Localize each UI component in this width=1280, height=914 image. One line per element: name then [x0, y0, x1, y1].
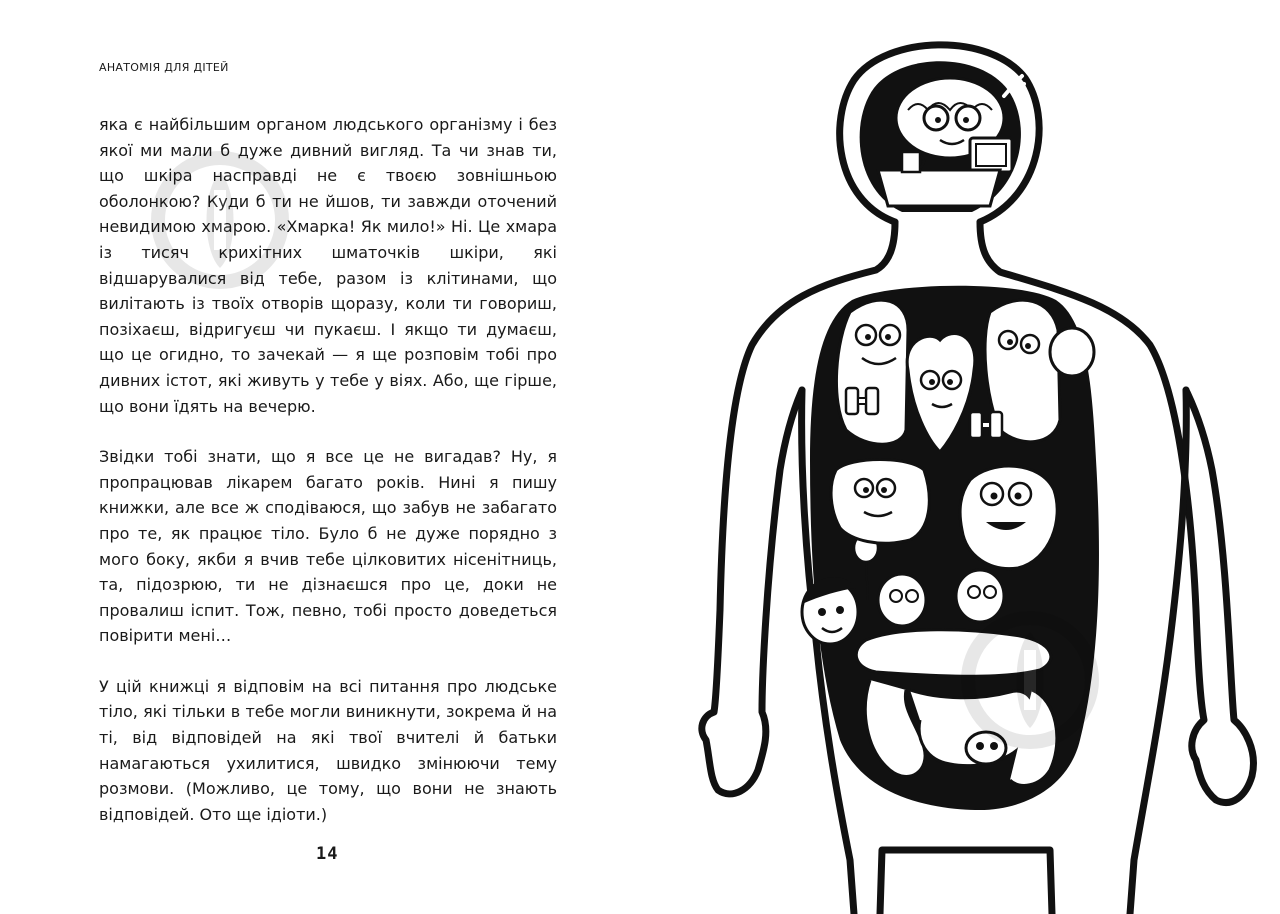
- computer-icon: [970, 138, 1012, 172]
- lung-character-icon: [836, 300, 908, 444]
- desk-icon: [878, 170, 1000, 206]
- mug-icon: [902, 152, 924, 172]
- liver-character-icon: [831, 460, 929, 544]
- stomach-character-icon: [960, 466, 1057, 569]
- watermark-logo-icon: [960, 610, 1100, 750]
- paragraph-3: У цій книжці я відповім на всі питання про людське тіло, які тільки в тебе могли виникнути, зокрема й на ті, від відповідей на які твої вчителі й батьки намагаються ухилитися, швидко змінюючи тему розмови. (Можливо, це тому, що вони не знають відповідей. Ото ще ідіоти.): [99, 676, 557, 824]
- body-illustration: [640, 0, 1280, 914]
- watermark-logo-icon: [150, 150, 290, 290]
- page-number: 14: [316, 844, 339, 864]
- child-character-icon: [802, 577, 858, 644]
- running-header: АНАТОМІЯ ДЛЯ ДІТЕЙ: [99, 61, 229, 74]
- paragraph-1: яка є найбільшим органом людського організму і без якої ми мали б дуже дивний вигляд. Та чи знав ти, що шкіра насправді не є твоєю зовнішньою оболонкою? Куди б ти не йшов, ти завжди оточений невидимою хмарою. «Хмарка! Як мило!» Ні. Це хмара із тисяч крихітних шматочків шкіри, які відшарувалися від тебе, разом із клітинами, що вилітають із твоїх отворів щоразу, коли ти говориш, позіхаєш, відригуєш чи пукаєш. І якщо ти думаєш, що це огидно, то зачекай — я ще розповім тобі про дивних істот, які живуть у тебе у віях. Або, ще гірше, що вони їдять на вечерю.: [99, 115, 557, 416]
- right-page: [640, 0, 1280, 914]
- paragraph-2: Звідки тобі знати, що я все це не вигадав? Ну, я пропрацював лікарем багато років. Нині я пишу книжки, але все ж сподіваюся, що забув не забагато про те, як працює тіло. Було б не дуже порядно з мого боку, якби я вчив тебе цілковитих нісенітниць, та, підозрюю, ти не дізнаєшся про це, доки не провалиш іспит. Тож, певно, тобі просто доведеться повірити мені…: [99, 447, 557, 646]
